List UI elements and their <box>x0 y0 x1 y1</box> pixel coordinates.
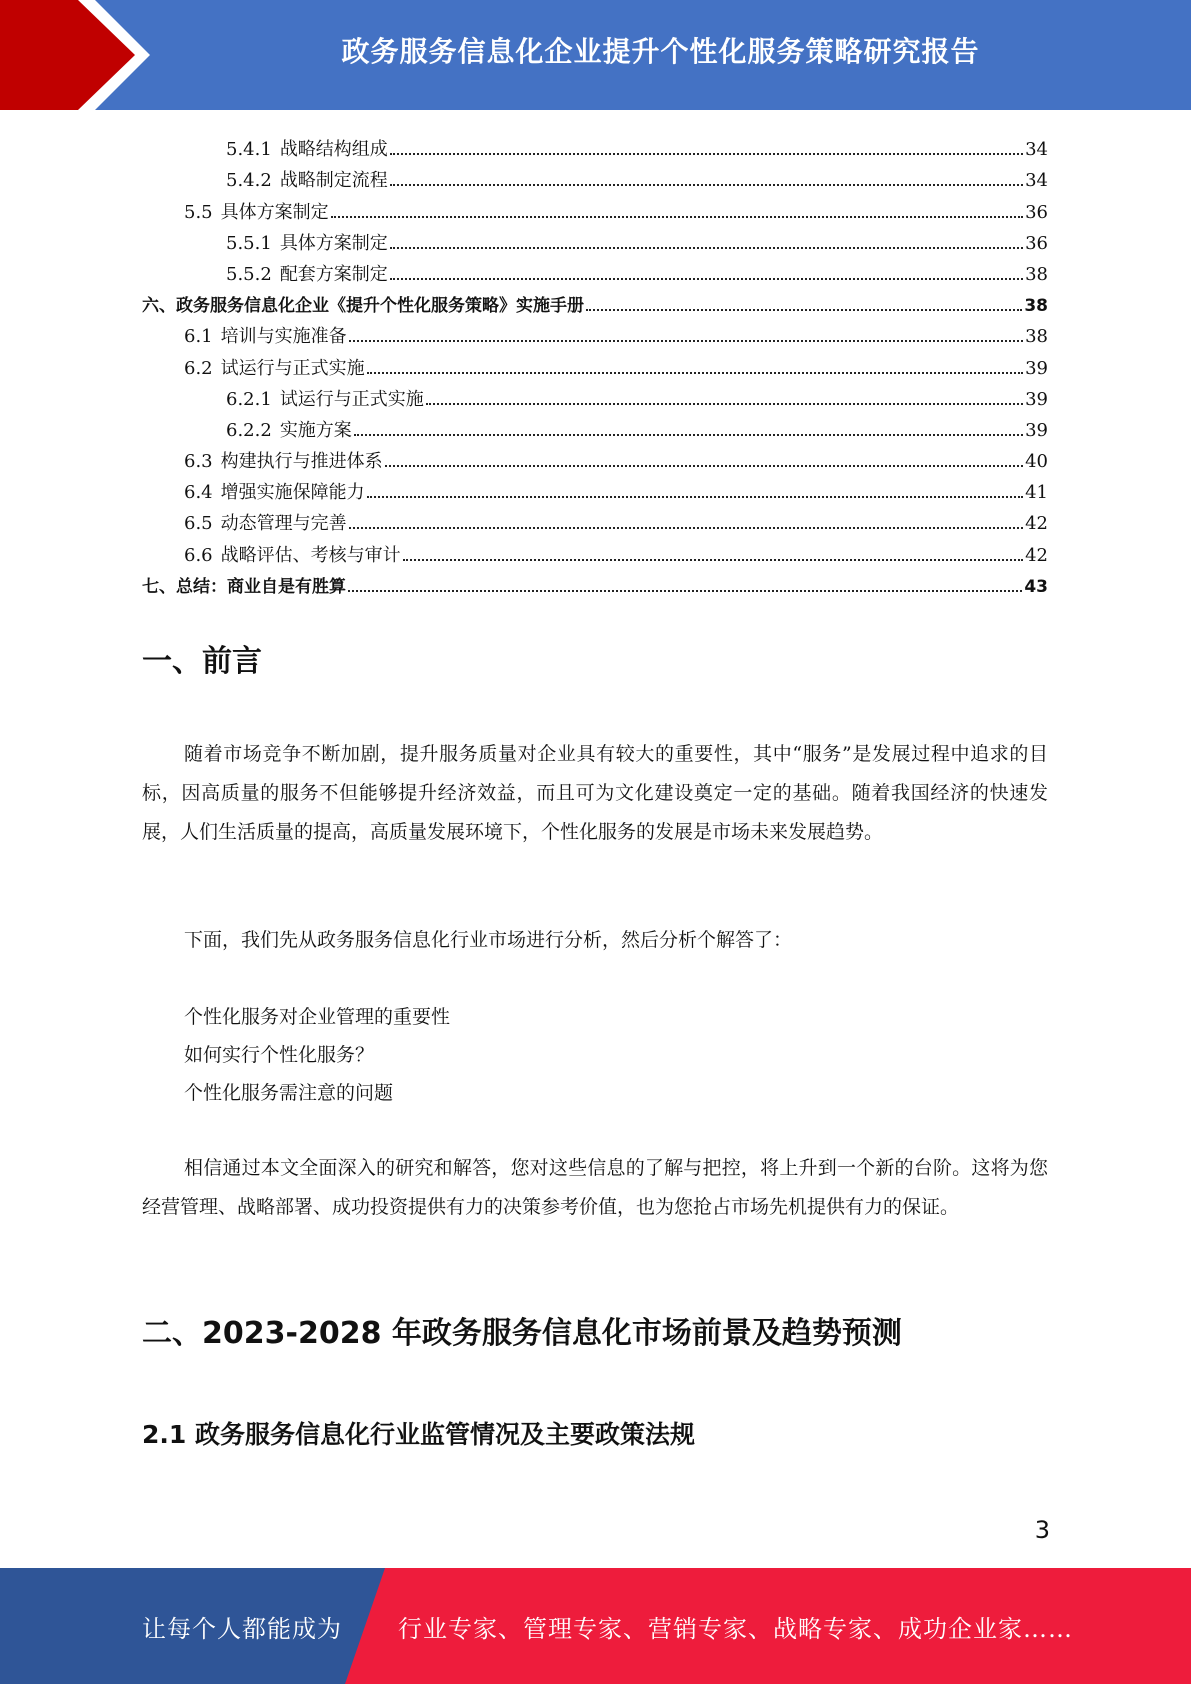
toc-dot-leader <box>354 434 1023 436</box>
toc-entry-page: 39 <box>1025 419 1048 441</box>
toc-entry-title: 六、政务服务信息化企业《提升个性化服务策略》实施手册 <box>142 296 584 317</box>
preface-paragraph-1: 随着市场竞争不断加剧，提升服务质量对企业具有较大的重要性，其中“服务”是发展过程中追求的目标，因高质量的服务不但能够提升经济效益，而且可为文化建设奠定一定的基础。随着我国经济的快速发展，人们生活质量的提高，高质量发展环境下，个性化服务的发展是市场未来发展趋势。 <box>142 743 1048 843</box>
toc-dot-leader <box>390 153 1023 155</box>
page-number: 3 <box>1034 1516 1050 1544</box>
footer-slogan-right: 行业专家、管理专家、营销专家、战略专家、成功企业家…… <box>398 1614 1073 1643</box>
toc-entry-title: 试运行与正式实施 <box>220 357 365 379</box>
toc-dot-leader <box>426 403 1023 405</box>
toc-entry-title: 战略评估、考核与审计 <box>220 544 401 566</box>
toc-entry-page: 34 <box>1025 139 1048 161</box>
preface-list-item: 个性化服务需注意的问题 <box>184 1082 394 1104</box>
toc-entry-page: 40 <box>1025 451 1048 473</box>
toc-entry-number: 6.2 <box>184 357 213 379</box>
toc-entry[interactable] <box>142 346 1048 377</box>
toc-entry-page: 34 <box>1025 170 1048 192</box>
toc-entry[interactable] <box>142 190 1048 221</box>
page-header <box>0 0 1191 110</box>
toc-entry-page: 42 <box>1025 544 1048 566</box>
toc-entry-title: 具体方案制定 <box>220 201 329 223</box>
toc-entry-title: 实施方案 <box>279 419 352 441</box>
toc-entry-title: 培训与实施准备 <box>220 326 347 348</box>
toc-dot-leader <box>385 465 1023 467</box>
toc-entry[interactable] <box>142 565 1048 596</box>
preface-list-item: 个性化服务对企业管理的重要性 <box>184 1006 451 1028</box>
toc-dot-leader <box>390 184 1023 186</box>
toc-entry[interactable] <box>142 222 1048 253</box>
toc-entry[interactable] <box>142 315 1048 346</box>
toc-entry-page: 43 <box>1024 576 1048 597</box>
toc-entry-page: 39 <box>1025 388 1048 410</box>
toc-entry-page: 36 <box>1025 201 1048 223</box>
toc-entry-page: 36 <box>1025 232 1048 254</box>
footer-slogan-left: 让每个人都能成为 <box>142 1614 342 1643</box>
toc-entry-page: 39 <box>1025 357 1048 379</box>
toc-dot-leader <box>367 496 1023 498</box>
toc-entry-title: 配套方案制定 <box>279 263 388 285</box>
toc-entry-page: 41 <box>1025 482 1048 504</box>
toc-entry-title: 战略制定流程 <box>279 170 388 192</box>
toc-entry-title: 增强实施保障能力 <box>220 482 365 504</box>
toc-entry-number: 5.4.1 <box>226 139 272 161</box>
toc-entry[interactable] <box>142 159 1048 190</box>
toc-entry[interactable] <box>142 533 1048 564</box>
toc-entry-number: 5.5.1 <box>226 232 272 254</box>
toc-entry[interactable] <box>142 502 1048 533</box>
toc-entry[interactable] <box>142 409 1048 440</box>
header-title: 政务服务信息化企业提升个性化服务策略研究报告 <box>341 35 980 68</box>
toc-entry-number: 6.6 <box>184 544 213 566</box>
toc-dot-leader <box>349 527 1023 529</box>
toc-entry-number: 5.4.2 <box>226 170 272 192</box>
toc-entry-number: 6.5 <box>184 513 213 535</box>
toc-entry-number: 5.5 <box>184 201 213 223</box>
toc-dot-leader <box>390 278 1023 280</box>
toc-entry-number: 6.1 <box>184 326 213 348</box>
toc-entry-number: 6.2.1 <box>226 388 272 410</box>
section-heading-market-forecast: 二、2023-2028 年政务服务信息化市场前景及趋势预测 <box>142 1316 902 1351</box>
toc-entry-page: 38 <box>1025 326 1048 348</box>
preface-paragraph-2: 下面，我们先从政务服务信息化行业市场进行分析，然后分析个解答了： <box>184 929 793 951</box>
toc-entry[interactable] <box>142 440 1048 471</box>
toc-entry[interactable] <box>142 378 1048 409</box>
subsection-heading-regulation: 2.1 政务服务信息化行业监管情况及主要政策法规 <box>142 1420 695 1449</box>
toc-dot-leader <box>367 372 1023 374</box>
toc-dot-leader <box>403 559 1023 561</box>
section-heading-preface: 一、前言 <box>142 644 262 679</box>
toc-entry[interactable] <box>142 284 1048 315</box>
toc-dot-leader <box>390 247 1023 249</box>
page-footer <box>0 1568 1191 1684</box>
toc-entry-title: 试运行与正式实施 <box>279 388 424 410</box>
preface-paragraph-3: 相信通过本文全面深入的研究和解答，您对这些信息的了解与把控，将上升到一个新的台阶。这将为您经营管理、战略部署、成功投资提供有力的决策参考价值，也为您抢占市场先机提供有力的保证。 <box>142 1157 1048 1218</box>
toc-entry-title: 战略结构组成 <box>279 139 388 161</box>
preface-list-item: 如何实行个性化服务？ <box>184 1044 375 1066</box>
toc-entry[interactable] <box>142 253 1048 284</box>
toc-entry-page: 42 <box>1025 513 1048 535</box>
toc-entry[interactable] <box>142 471 1048 502</box>
toc-entry-number: 6.3 <box>184 451 213 473</box>
toc-entry-title: 动态管理与完善 <box>220 513 347 535</box>
toc-dot-leader <box>349 340 1023 342</box>
header-chevron-graphic <box>0 0 160 110</box>
toc-entry-title: 七、总结：商业自是有胜算 <box>142 576 346 597</box>
toc-entry-page: 38 <box>1025 263 1048 285</box>
toc-dot-leader <box>348 590 1022 592</box>
toc-entry-page: 38 <box>1024 296 1048 317</box>
toc-dot-leader <box>331 216 1023 218</box>
table-of-contents <box>142 128 1048 596</box>
toc-entry-title: 具体方案制定 <box>279 232 388 254</box>
toc-entry-title: 构建执行与推进体系 <box>220 451 383 473</box>
toc-dot-leader <box>586 309 1022 311</box>
toc-entry-number: 5.5.2 <box>226 263 272 285</box>
toc-entry[interactable] <box>142 128 1048 159</box>
toc-entry-number: 6.2.2 <box>226 419 272 441</box>
toc-entry-number: 6.4 <box>184 482 213 504</box>
